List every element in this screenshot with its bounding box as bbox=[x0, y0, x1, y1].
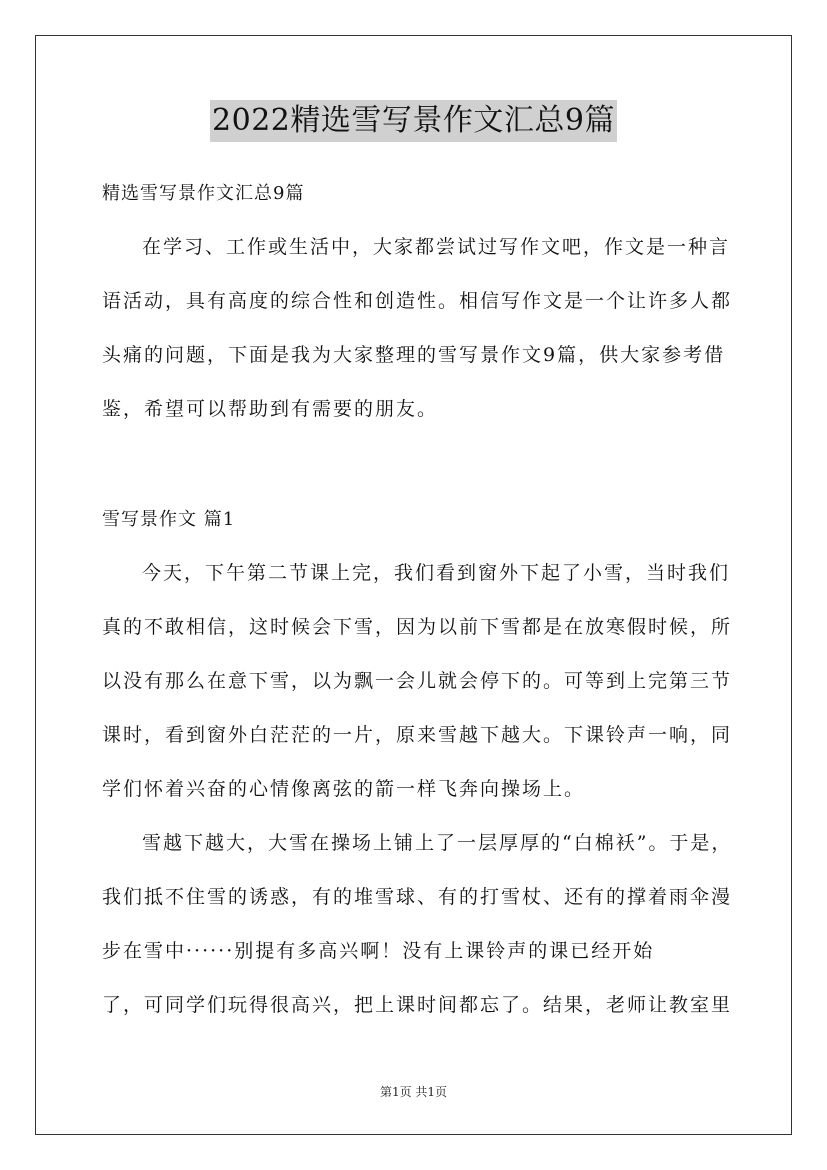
document-title: 2022精选雪写景作文汇总9篇 bbox=[210, 100, 617, 142]
paragraph-line: 雪越下越大，大雪在操场上铺上了一层厚厚的“白棉袄”。于是， bbox=[142, 832, 733, 854]
paragraph-line: 步在雪中······别提有多高兴啊！没有上课铃声的课已经开始 bbox=[102, 940, 655, 962]
paragraph-line: 头痛的问题，下面是我为大家整理的雪写景作文9篇，供大家参考借 bbox=[102, 344, 726, 366]
paragraph-line: 学们怀着兴奋的心情像离弦的箭一样飞奔向操场上。 bbox=[102, 778, 586, 800]
paragraph-line: 语活动，具有高度的综合性和创造性。相信写作文是一个让许多人都 bbox=[102, 290, 733, 312]
paragraph-line: 在学习、工作或生活中，大家都尝试过写作文吧，作文是一种言 bbox=[142, 236, 731, 258]
section-heading: 雪写景作文 篇1 bbox=[102, 509, 236, 530]
paragraph-line: 以没有那么在意下雪，以为飘一会儿就会停下的。可等到上完第三节 bbox=[102, 670, 733, 692]
paragraph-line: 课时，看到窗外白茫茫的一片，原来雪越下越大。下课铃声一响，同 bbox=[102, 724, 733, 746]
body-paragraph-2 bbox=[102, 816, 742, 1032]
paragraph-line: 鉴，希望可以帮助到有需要的朋友。 bbox=[102, 398, 439, 420]
paragraph-line: 我们抵不住雪的诱惑，有的堆雪球、有的打雪杖、还有的撑着雨伞漫 bbox=[102, 886, 733, 908]
body-paragraph-1 bbox=[102, 546, 742, 816]
intro-paragraph bbox=[102, 220, 742, 436]
document-subtitle: 精选雪写景作文汇总9篇 bbox=[102, 183, 305, 204]
paragraph-line: 了，可同学们玩得很高兴，把上课时间都忘了。结果，老师让教室里 bbox=[102, 994, 733, 1016]
paragraph-line: 今天，下午第二节课上完，我们看到窗外下起了小雪，当时我们 bbox=[142, 562, 731, 584]
document-title-wrapper bbox=[0, 100, 827, 142]
paragraph-line: 真的不敢相信，这时候会下雪，因为以前下雪都是在放寒假时候，所 bbox=[102, 616, 733, 638]
page-number: 第1页 共1页 bbox=[379, 1085, 448, 1099]
page-footer bbox=[0, 1084, 827, 1100]
